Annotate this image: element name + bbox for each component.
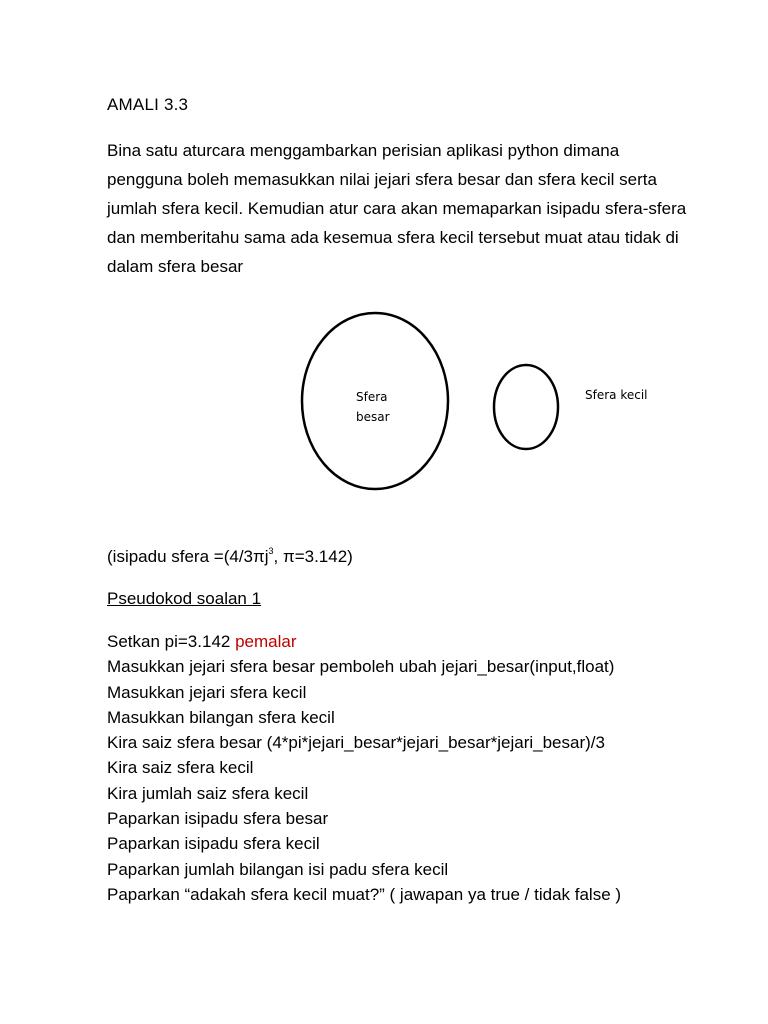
pseudocode-line: Masukkan bilangan sfera kecil [107, 707, 335, 727]
pseudocode-line: Paparkan isipadu sfera kecil [107, 834, 320, 854]
formula-suffix: , π=3.142) [273, 547, 353, 566]
spheres-diagram [0, 300, 768, 510]
pseudocode-line [107, 629, 621, 654]
pseudocode-line: Paparkan jumlah bilangan isi padu sfera kecil [107, 859, 449, 879]
formula-prefix: (isipadu sfera =(4/3πj [107, 547, 269, 566]
pseudocode-line: Kira jumlah saiz sfera kecil [107, 783, 309, 803]
volume-formula [107, 546, 353, 567]
pseudocode-line: Masukkan jejari sfera kecil [107, 682, 307, 702]
small-sphere-label: Sfera kecil [585, 388, 648, 402]
pseudocode-line: Kira saiz sfera kecil [107, 758, 254, 778]
pseudocode-line: Paparkan isipadu sfera besar [107, 809, 329, 829]
pseudocode-line: Paparkan “adakah sfera kecil muat?” ( jawapan ya true / tidak false ) [107, 884, 622, 904]
big-sphere-label-line2: besar [356, 410, 390, 424]
pseudocode-title: Pseudokod soalan 1 [107, 589, 262, 608]
formula-exponent: 3 [268, 546, 274, 556]
big-sphere-label-line1: Sfera [356, 390, 388, 404]
pseudocode-line: Masukkan jejari sfera besar pemboleh ubah jejari_besar(input,float) [107, 657, 615, 677]
small-sphere-circle [494, 365, 558, 449]
pseudocode-line: Kira saiz sfera besar (4*pi*jejari_besar*jejari_besar*jejari_besar)/3 [107, 733, 605, 753]
page-title: AMALI 3.3 [107, 95, 189, 114]
problem-description: Bina satu aturcara menggambarkan perisian aplikasi python dimana pengguna boleh memasukkan nilai jejari sfera besar dan sfera kecil serta jumlah sfera kecil. Kemudian atur cara akan memaparkan isipadu sfera-sfera dan memberitahu sama ada kesemua sfera kecil tersebut muat atau tidak di dalam sfera besar [107, 141, 687, 276]
pseudocode-line-main: Setkan pi=3.142 [107, 632, 236, 651]
constant-keyword: pemalar [235, 632, 297, 651]
pseudocode-list [107, 629, 621, 907]
